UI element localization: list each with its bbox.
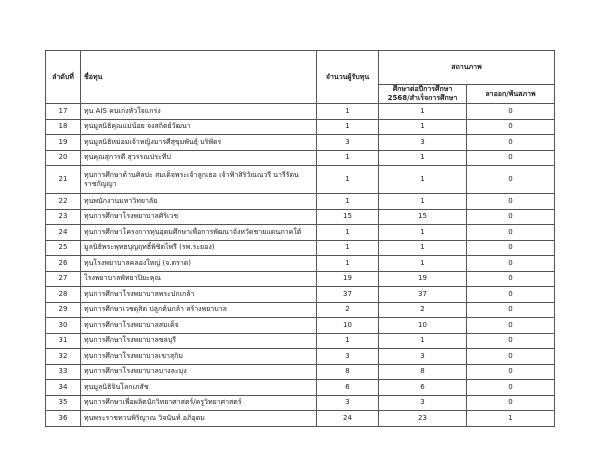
- cell-name: ทุนคุณสุการดี สุวรรณประทีป: [81, 150, 317, 166]
- cell-studying: 37: [379, 287, 467, 303]
- cell-count: 8: [317, 364, 379, 380]
- table-row: [46, 271, 555, 287]
- cell-count: 1: [317, 225, 379, 241]
- cell-name: ทุนการศึกษาโครงการทุนอุดมศึกษาเพื่อการพัฒนาจังหวัดชายแดนภาคใต้: [81, 225, 317, 241]
- cell-count: 3: [317, 135, 379, 151]
- cell-count: 37: [317, 287, 379, 303]
- cell-no: 17: [46, 104, 81, 120]
- cell-no: 36: [46, 411, 81, 427]
- cell-no: 32: [46, 349, 81, 365]
- cell-no: 28: [46, 287, 81, 303]
- cell-name: ทุนการศึกษาด้านศิลปะ สมเด็จพระเจ้าลูกเธอ เจ้าฟ้าสิริวัณณวรี นารีรัตน ราชกัญญา: [81, 166, 317, 194]
- cell-count: 1: [317, 256, 379, 272]
- cell-no: 29: [46, 302, 81, 318]
- cell-no: 35: [46, 395, 81, 411]
- scholarship-table: [45, 50, 555, 427]
- cell-studying: 1: [379, 119, 467, 135]
- cell-studying: 3: [379, 135, 467, 151]
- cell-dropped: 0: [467, 302, 555, 318]
- cell-dropped: 0: [467, 150, 555, 166]
- cell-count: 19: [317, 271, 379, 287]
- cell-dropped: 0: [467, 364, 555, 380]
- table-row: [46, 380, 555, 396]
- table-row: [46, 209, 555, 225]
- cell-no: 24: [46, 225, 81, 241]
- cell-name: โรงพยาบาลพัทยาปิยะคุณ: [81, 271, 317, 287]
- table-row: [46, 349, 555, 365]
- cell-count: 15: [317, 209, 379, 225]
- cell-dropped: 0: [467, 349, 555, 365]
- cell-count: 3: [317, 349, 379, 365]
- cell-dropped: 0: [467, 135, 555, 151]
- table-row: [46, 240, 555, 256]
- cell-no: 27: [46, 271, 81, 287]
- cell-name: ทุน AIS คนเก่งหัวใจแกร่ง: [81, 104, 317, 120]
- cell-name: ทุนมูลนิธิคุณแม่น้อย จงสถิตย์วัฒนา: [81, 119, 317, 135]
- table-row: [46, 318, 555, 334]
- cell-dropped: 0: [467, 287, 555, 303]
- cell-dropped: 0: [467, 395, 555, 411]
- cell-no: 22: [46, 194, 81, 210]
- cell-studying: 8: [379, 364, 467, 380]
- table-row: [46, 302, 555, 318]
- table-row: [46, 395, 555, 411]
- cell-count: 6: [317, 380, 379, 396]
- cell-dropped: 1: [467, 411, 555, 427]
- table-row: [46, 194, 555, 210]
- cell-studying: 15: [379, 209, 467, 225]
- cell-count: 1: [317, 104, 379, 120]
- cell-dropped: 0: [467, 271, 555, 287]
- cell-name: ทุนพนักงานมหาวิทยาลัย: [81, 194, 317, 210]
- cell-count: 10: [317, 318, 379, 334]
- cell-dropped: 0: [467, 318, 555, 334]
- cell-name: ทุนการศึกษาโรงพยาบาลศิริเวช: [81, 209, 317, 225]
- table-body: [46, 104, 555, 427]
- cell-studying: 2: [379, 302, 467, 318]
- cell-studying: 1: [379, 256, 467, 272]
- cell-name: ทุนมูลนิธิจินโลกเภสัช: [81, 380, 317, 396]
- cell-no: 25: [46, 240, 81, 256]
- cell-no: 23: [46, 209, 81, 225]
- cell-studying: 6: [379, 380, 467, 396]
- table-row: [46, 119, 555, 135]
- table-row: [46, 287, 555, 303]
- cell-dropped: 0: [467, 166, 555, 194]
- cell-dropped: 0: [467, 333, 555, 349]
- cell-count: 1: [317, 150, 379, 166]
- cell-dropped: 0: [467, 256, 555, 272]
- table-row: [46, 166, 555, 194]
- cell-name: ทุนการศึกษาโรงพยาบาลชลบุรี: [81, 333, 317, 349]
- cell-dropped: 0: [467, 104, 555, 120]
- cell-studying: 1: [379, 166, 467, 194]
- cell-studying: 3: [379, 349, 467, 365]
- cell-dropped: 0: [467, 209, 555, 225]
- cell-count: 1: [317, 166, 379, 194]
- cell-studying: 1: [379, 333, 467, 349]
- cell-no: 26: [46, 256, 81, 272]
- cell-count: 1: [317, 119, 379, 135]
- cell-name: ทุนการศึกษาโรงพยาบาลพระปกเกล้า: [81, 287, 317, 303]
- header-no: ลำดับที่: [46, 51, 81, 104]
- cell-studying: 23: [379, 411, 467, 427]
- cell-no: 19: [46, 135, 81, 151]
- cell-no: 18: [46, 119, 81, 135]
- table-row: [46, 411, 555, 427]
- cell-studying: 10: [379, 318, 467, 334]
- cell-name: ทุนการศึกษาโรงพยาบาลเขาสุกิม: [81, 349, 317, 365]
- table-row: [46, 150, 555, 166]
- cell-studying: 1: [379, 104, 467, 120]
- cell-no: 20: [46, 150, 81, 166]
- header-name: ชื่อทุน: [81, 51, 317, 104]
- header-studying: ศึกษาต่อปีการศึกษา 2568/สำเร็จการศึกษา: [379, 85, 467, 104]
- cell-name: มูลนิธิพระพุทธบุญฤทธิ์พิชิตไพรี (รพ.ระยอง): [81, 240, 317, 256]
- cell-name: ทุนมูลนิธิหม่อมเจ้าหญิงมารศีสุขุมพันธุ์ บริพัตร: [81, 135, 317, 151]
- cell-count: 1: [317, 333, 379, 349]
- cell-count: 3: [317, 395, 379, 411]
- cell-no: 33: [46, 364, 81, 380]
- cell-dropped: 0: [467, 194, 555, 210]
- cell-name: ทุนการศึกษาเพื่อผลิตนักวิทยาศาสตร์/ครูวิทยาศาสตร์: [81, 395, 317, 411]
- table-row: [46, 364, 555, 380]
- cell-dropped: 0: [467, 380, 555, 396]
- cell-name: ทุนการศึกษาโรงพยาบาลสมเด็จ: [81, 318, 317, 334]
- table-row: [46, 135, 555, 151]
- cell-count: 1: [317, 194, 379, 210]
- cell-studying: 1: [379, 225, 467, 241]
- cell-no: 30: [46, 318, 81, 334]
- cell-name: ทุนการศึกษาโรงพยาบาลบางละมุง: [81, 364, 317, 380]
- cell-no: 21: [46, 166, 81, 194]
- cell-count: 1: [317, 240, 379, 256]
- cell-name: ทุนการศึกษาเวชดุสิต ปลูกต้นกล้า สร้างพยาบาล: [81, 302, 317, 318]
- table-row: [46, 256, 555, 272]
- cell-studying: 19: [379, 271, 467, 287]
- cell-count: 24: [317, 411, 379, 427]
- cell-no: 34: [46, 380, 81, 396]
- cell-studying: 3: [379, 395, 467, 411]
- table-row: [46, 104, 555, 120]
- cell-dropped: 0: [467, 240, 555, 256]
- cell-dropped: 0: [467, 225, 555, 241]
- cell-count: 2: [317, 302, 379, 318]
- table-row: [46, 333, 555, 349]
- cell-name: ทุนพระราชทานพิริญาณ วิจนันท์ อภิอุดม: [81, 411, 317, 427]
- cell-name: ทุนโรงพยาบาลคลองใหญ่ (จ.ตราด): [81, 256, 317, 272]
- cell-studying: 1: [379, 240, 467, 256]
- header-count: จำนวนผู้รับทุน: [317, 51, 379, 104]
- cell-no: 31: [46, 333, 81, 349]
- cell-studying: 1: [379, 150, 467, 166]
- header-status: สถานภาพ: [379, 51, 555, 85]
- cell-dropped: 0: [467, 119, 555, 135]
- cell-studying: 1: [379, 194, 467, 210]
- table-row: [46, 225, 555, 241]
- header-dropped: ลาออก/พ้นสภาพ: [467, 85, 555, 104]
